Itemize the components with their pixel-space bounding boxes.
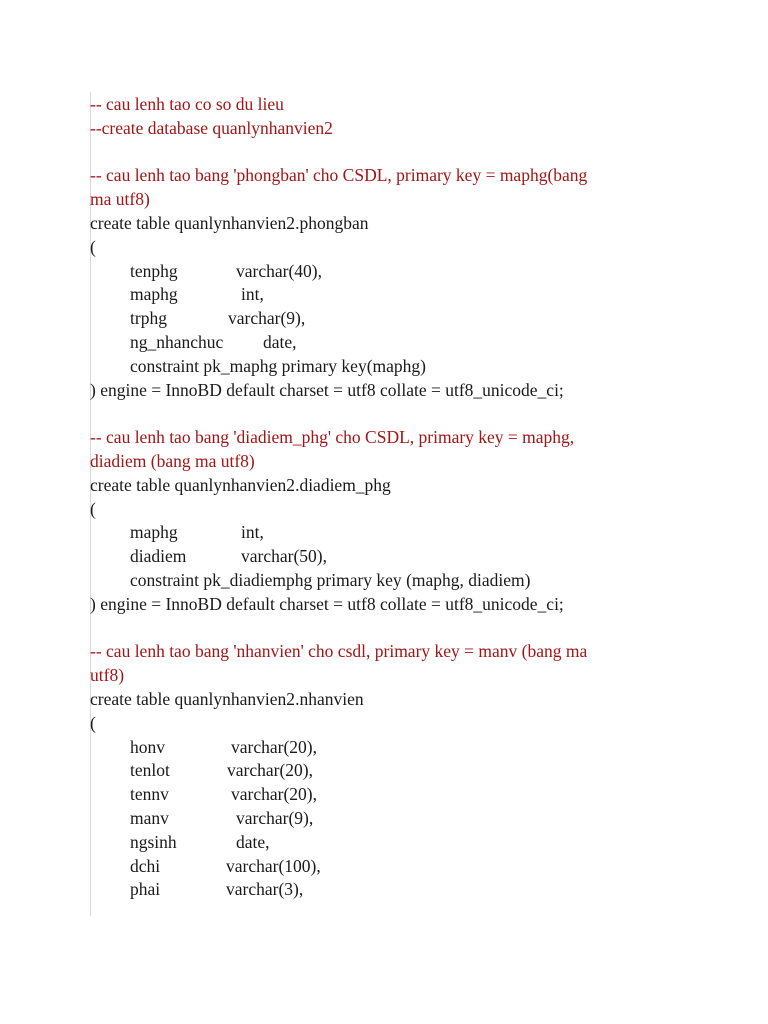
- code-token-text: quanlynhanvien2: [174, 689, 296, 709]
- code-token-keyword: create table: [90, 213, 175, 233]
- code-token-keyword: constraint: [130, 356, 204, 376]
- code-token-text: phai: [130, 879, 161, 899]
- code-token-text: manv: [130, 808, 169, 828]
- code-token-text: varchar: [236, 808, 289, 828]
- code-token-punctuation: .: [295, 475, 300, 495]
- code-token-punctuation: ): [90, 380, 101, 400]
- code-token-punctuation: (: [90, 499, 96, 519]
- code-token-comment: utf8): [90, 665, 125, 685]
- code-token-punctuation: (: [283, 737, 290, 757]
- code-line: [90, 378, 564, 402]
- code-token-comment: -- cau lenh tao bang 'phongban' cho CSDL, primary key = maphg(bang: [90, 165, 588, 185]
- code-token-text: int,: [241, 284, 264, 304]
- code-token-text: engine = InnoBD: [100, 380, 227, 400]
- code-token-text: tenphg: [130, 261, 178, 281]
- code-token-text: varchar: [241, 546, 294, 566]
- code-token-punctuation: (: [288, 808, 295, 828]
- code-token-punctuation: ),: [302, 760, 313, 780]
- code-token-comment: --create database quanlynhanvien2: [90, 118, 333, 138]
- code-line: [90, 663, 124, 687]
- code-line: [90, 163, 587, 187]
- code-token-text: nhanvien: [299, 689, 364, 709]
- code-token-text: = utf8_unicode_ci;: [430, 380, 564, 400]
- code-token-text: date,: [236, 832, 270, 852]
- code-token-number: 9: [294, 808, 304, 828]
- code-token-punctuation: (: [90, 713, 96, 733]
- code-token-punctuation: (: [90, 237, 96, 257]
- code-token-punctuation: ): [90, 594, 101, 614]
- code-line: [90, 473, 391, 497]
- code-line: [90, 639, 587, 663]
- code-token-text: varchar: [226, 856, 279, 876]
- code-token-text: tennv: [130, 784, 169, 804]
- code-token-number: 9: [286, 308, 296, 328]
- code-token-keyword: constraint: [130, 570, 204, 590]
- code-token-text: varchar: [231, 784, 284, 804]
- code-token-text: varchar: [228, 308, 281, 328]
- code-token-comment: diadiem (bang ma utf8): [90, 451, 255, 471]
- code-token-punctuation: ): [420, 356, 426, 376]
- code-token-punctuation: (: [406, 570, 412, 590]
- code-token-number: 20: [289, 784, 307, 804]
- code-token-number: 20: [285, 760, 303, 780]
- code-token-number: 40: [294, 261, 312, 281]
- code-line: [130, 568, 530, 592]
- code-token-punctuation: ),: [316, 546, 327, 566]
- code-token-keyword: primary key: [281, 356, 367, 376]
- code-line: [90, 687, 364, 711]
- code-token-punctuation: ),: [303, 808, 314, 828]
- code-token-punctuation: (: [278, 856, 285, 876]
- code-token-punctuation: ),: [295, 308, 306, 328]
- code-token-text: maphg, diadiem: [411, 570, 525, 590]
- code-token-text: maphg: [130, 284, 178, 304]
- code-token-text: charset = utf8: [279, 594, 380, 614]
- code-token-text: honv: [130, 737, 165, 757]
- code-token-punctuation: ),: [293, 879, 304, 899]
- code-line: [130, 354, 426, 378]
- code-token-number: 50: [299, 546, 317, 566]
- code-token-punctuation: (: [278, 879, 285, 899]
- code-token-punctuation: ),: [306, 784, 317, 804]
- code-token-text: trphg: [130, 308, 167, 328]
- code-token-text: = utf8_unicode_ci;: [430, 594, 564, 614]
- code-token-punctuation: .: [295, 689, 300, 709]
- code-token-number: 20: [289, 737, 307, 757]
- code-token-comment: -- cau lenh tao co so du lieu: [90, 94, 284, 114]
- code-line: [90, 211, 368, 235]
- code-token-keyword: create table: [90, 689, 175, 709]
- code-token-punctuation: (: [366, 356, 373, 376]
- code-token-comment: -- cau lenh tao bang 'diadiem_phg' cho CSDL, primary key = maphg,: [90, 427, 575, 447]
- code-token-keyword: default: [226, 380, 280, 400]
- code-token-text: varchar: [236, 261, 289, 281]
- code-token-text: charset = utf8: [279, 380, 380, 400]
- code-token-punctuation: ),: [311, 261, 322, 281]
- code-line: [90, 592, 564, 616]
- code-token-text: pk_maphg: [203, 356, 282, 376]
- code-token-text: varchar: [231, 737, 284, 757]
- code-token-comment: -- cau lenh tao bang 'nhanvien' cho csdl, primary key = manv (bang ma: [90, 641, 588, 661]
- code-token-text: quanlynhanvien2: [174, 475, 296, 495]
- code-line: [90, 235, 96, 259]
- code-token-text: engine = InnoBD: [100, 594, 227, 614]
- code-token-text: varchar: [227, 760, 280, 780]
- code-line: [90, 425, 574, 449]
- code-token-text: int,: [241, 522, 264, 542]
- code-token-number: 100: [284, 856, 311, 876]
- code-token-punctuation: (: [280, 308, 287, 328]
- code-token-text: ngsinh: [130, 832, 177, 852]
- code-token-text: date,: [263, 332, 297, 352]
- code-token-punctuation: (: [293, 546, 300, 566]
- code-token-text: phongban: [299, 213, 369, 233]
- code-line: [90, 187, 150, 211]
- code-token-punctuation: (: [279, 760, 286, 780]
- code-token-text: tenlot: [130, 760, 170, 780]
- code-token-text: maphg: [130, 522, 178, 542]
- code-line: [90, 449, 255, 473]
- code-token-punctuation: (: [288, 261, 295, 281]
- code-token-keyword: collate: [379, 594, 431, 614]
- code-token-punctuation: ),: [306, 737, 317, 757]
- code-token-punctuation: ),: [310, 856, 321, 876]
- code-line: [90, 711, 96, 735]
- code-token-text: diadiem_phg: [299, 475, 391, 495]
- code-token-text: diadiem: [130, 546, 187, 566]
- code-token-keyword: default: [226, 594, 280, 614]
- code-line: [90, 116, 333, 140]
- code-token-keyword: primary key: [316, 570, 407, 590]
- code-token-keyword: collate: [379, 380, 431, 400]
- code-token-number: 3: [284, 879, 294, 899]
- code-token-punctuation: .: [295, 213, 300, 233]
- code-token-text: quanlynhanvien2: [174, 213, 296, 233]
- code-token-punctuation: ): [524, 570, 531, 590]
- code-token-comment: ma utf8): [90, 189, 150, 209]
- code-token-punctuation: (: [283, 784, 290, 804]
- code-token-text: pk_diadiemphg: [203, 570, 317, 590]
- code-line: [90, 497, 96, 521]
- code-token-keyword: create table: [90, 475, 175, 495]
- code-line: [90, 92, 284, 116]
- code-token-text: maphg: [372, 356, 421, 376]
- code-token-text: ng_nhanchuc: [130, 332, 224, 352]
- code-token-text: dchi: [130, 856, 161, 876]
- code-token-text: varchar: [226, 879, 279, 899]
